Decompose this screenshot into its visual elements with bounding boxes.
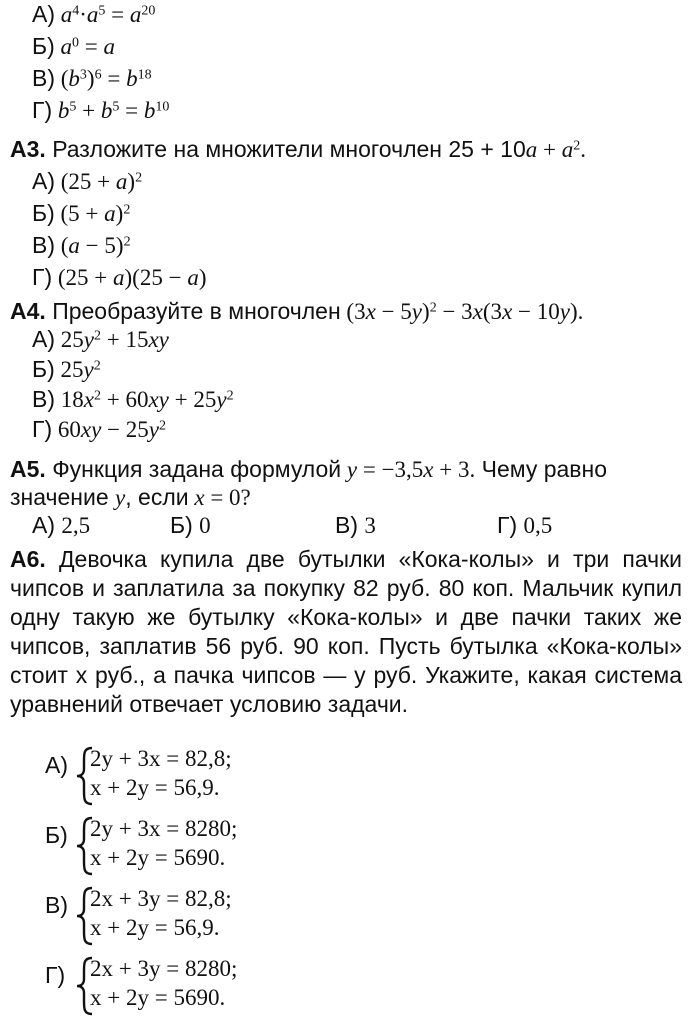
question-text-4: , если [125, 484, 189, 510]
question-text: Разложите на множители многочлен 25 + 10 [52, 136, 526, 162]
a4-question [10, 297, 583, 326]
question-number: А6. [10, 546, 46, 572]
option-label: А) [32, 168, 55, 194]
option-label: Б) [32, 33, 55, 59]
option-formula: $b^5 + b^5 = b^{10}$ [57, 98, 170, 123]
equation-2: x + 2y = 56,9. [90, 915, 220, 940]
a5-option-c [335, 511, 376, 540]
equation-1: 2x + 3y = 82,8; [90, 886, 232, 911]
option-label: В) [335, 512, 358, 538]
a3-option-d [32, 263, 206, 292]
a5-option-a [32, 511, 90, 540]
option-formula: $25y^2 + 15xy$ [55, 327, 169, 352]
a2-option-d [32, 96, 169, 125]
a3-option-b [32, 199, 130, 228]
option-label: Б) [32, 356, 55, 382]
option-label: Г) [45, 962, 66, 988]
option-label: Б) [170, 512, 193, 538]
option-label: Г) [497, 512, 518, 538]
a4-option-d [32, 415, 166, 444]
equation-1: 2y + 3x = 82,8; [90, 746, 232, 771]
question-text-3: значение [10, 484, 109, 510]
option-label: Б) [32, 200, 55, 226]
a5-question-line1 [10, 455, 607, 484]
question-condition: x = 0? [194, 485, 251, 510]
question-tail: + $a^2$. [537, 137, 586, 162]
question-number: А5. [10, 456, 46, 482]
option-formula: $a^0 = a$ [60, 34, 115, 59]
option-formula: $(25 + a)^2$ [55, 169, 143, 194]
a4-option-b [32, 355, 101, 384]
question-var: a [525, 137, 538, 162]
equation-2: x + 2y = 5690. [90, 985, 226, 1010]
question-text-2: Чему равно [481, 456, 608, 482]
option-label: В) [45, 892, 68, 918]
a3-question [10, 135, 586, 164]
option-label: А) [32, 512, 55, 538]
a6-question [10, 545, 682, 719]
option-label: Б) [45, 822, 68, 848]
option-formula: (25 + a)(25 − a) [52, 265, 207, 290]
option-label: Г) [32, 97, 53, 123]
equation-1: 2x + 3y = 8280; [90, 956, 238, 981]
question-formula: y = −3,5x + 3. [346, 457, 476, 482]
a5-question-line2 [10, 483, 251, 512]
option-label: Г) [32, 416, 53, 442]
option-label: А) [32, 1, 55, 27]
option-label: А) [32, 326, 55, 352]
a4-option-a [32, 325, 169, 354]
option-formula: $(5 + a)^2$ [54, 201, 131, 226]
a5-option-d [497, 511, 552, 540]
option-label: В) [32, 232, 55, 258]
option-formula: $(b^3)^6 = b^{18}$ [55, 66, 152, 91]
question-text: Функция задана формулой [52, 456, 342, 482]
a3-option-a [32, 167, 142, 196]
a4-option-c [32, 385, 234, 414]
question-var: y [115, 485, 126, 510]
option-value: 0 [199, 513, 211, 538]
option-formula: $18x^2 + 60xy + 25y^2$ [55, 387, 234, 412]
question-text: Девочка купила две бутылки «Кока-колы» и три пачки чипсов и заплатила за покупку 82 руб. 80 коп. Мальчик купил одну такую же бутылку «Кока-колы» и две пачки таких же чипсов, заплатив 56 руб. 90 коп. Пусть бутылка «Кока-колы» стоит x руб., а пачка чипсов — y руб. Укажите, какая система уравнений отвечает условию задачи. [10, 546, 683, 717]
option-label: Г) [32, 264, 53, 290]
option-value: 3 [364, 513, 376, 538]
a2-option-c [32, 64, 152, 93]
option-label: В) [32, 386, 55, 412]
equation-1: 2y + 3x = 8280; [90, 816, 238, 841]
option-label: А) [45, 752, 68, 778]
question-formula: $(3x - 5y)^2 - 3x(3x - 10y)$. [340, 299, 584, 324]
option-formula: $(a - 5)^2$ [55, 233, 131, 258]
option-formula: $60xy - 25y^2$ [52, 417, 166, 442]
question-number: А3. [10, 136, 46, 162]
equation-2: x + 2y = 5690. [90, 845, 226, 870]
option-formula: $a^4\cdot a^5 = a^{20}$ [60, 2, 156, 27]
equation-2: x + 2y = 56,9. [90, 775, 220, 800]
option-formula: $25y^2$ [54, 357, 101, 382]
a2-option-a [32, 0, 155, 29]
question-text: Преобразуйте в многочлен [52, 298, 341, 324]
a2-option-b [32, 32, 115, 61]
a5-option-b [170, 511, 211, 540]
question-number: А4. [10, 298, 46, 324]
option-label: В) [32, 65, 55, 91]
option-value: 2,5 [61, 513, 91, 538]
a3-option-c [32, 231, 131, 260]
option-value: 0,5 [523, 513, 553, 538]
